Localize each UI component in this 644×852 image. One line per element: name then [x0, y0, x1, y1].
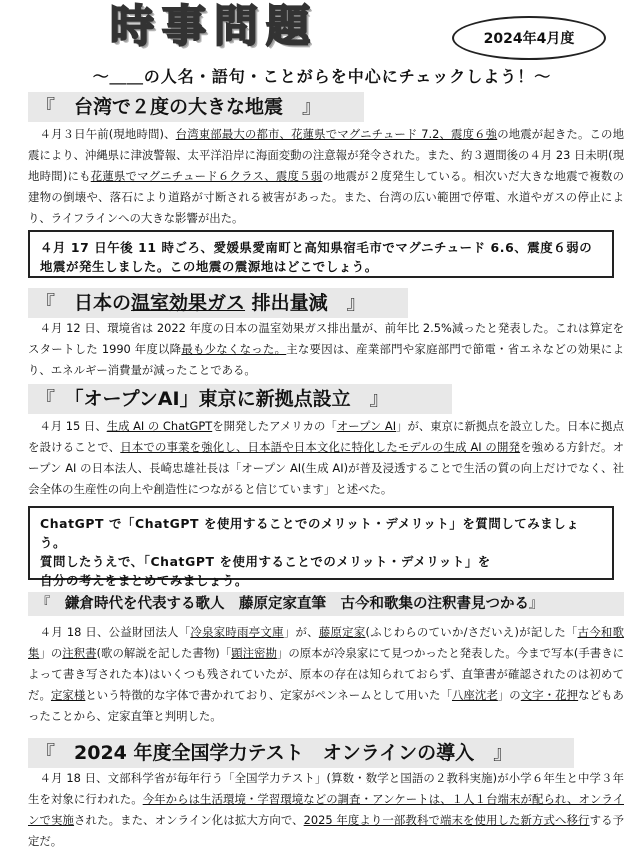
- question-line: 質問したうえで、「ChatGPT を使用することでのメリット・デメリット」を: [40, 554, 491, 569]
- masthead: [110, 2, 318, 52]
- bracket-close: 』: [529, 596, 544, 612]
- bracket-open: 『: [36, 292, 75, 314]
- section-heading-taiwan: [28, 92, 364, 122]
- body-text: ４月 15 日、: [28, 419, 107, 433]
- section-body-openai: [28, 416, 624, 500]
- section-body-gakuryoku: [28, 768, 624, 852]
- body-text: を開発したアメリカの「: [212, 419, 337, 433]
- bracket-open: 『: [36, 96, 75, 118]
- bracket-open: 『: [36, 742, 75, 764]
- body-text: された。また、オンライン化は拡大方向で、: [74, 813, 304, 827]
- heading-text-underlined: 温室効果ガス: [131, 292, 246, 314]
- underlined-term: 最も少なくなった。: [181, 342, 287, 356]
- bracket-open: 『: [36, 388, 75, 410]
- underlined-term: 注釈書: [62, 646, 97, 660]
- underlined-term: 日本での事業を強化し、日本語や日本文化に特化したモデルの生成 AI の開発: [120, 440, 521, 454]
- body-text: ４月 18 日、文部科学省が毎年行う「全国学力テスト」(算数・数学と国語の２教科実施)が小学６年生と中学３年生を対象に行われた。: [28, 771, 624, 806]
- heading-text: 鎌倉時代を代表する歌人 藤原定家直筆 古今和歌集の注釈書見つかる: [65, 596, 529, 612]
- question-box-chatgpt: [28, 506, 614, 588]
- bracket-close: 』: [283, 96, 322, 118]
- heading-text: 「オープンAI」東京に新拠点設立: [74, 388, 351, 410]
- underlined-term: 台湾東部最大の都市、花蓮県でマグニチュード 7.2、震度６強: [175, 127, 498, 141]
- section-body-teika: [28, 622, 624, 727]
- bracket-close: 』: [327, 292, 366, 314]
- body-text: (ふじわらのていか/さだいえ)が記した「: [365, 625, 578, 639]
- section-body-taiwan: [28, 124, 624, 229]
- bracket-close: 』: [350, 388, 389, 410]
- body-text: を強める方針だ。オープン AI の日本法人、長崎忠雄社長は「オープン AI(生成 AI)が普及浸透することで生活の質の向上だけでなく、社会全体の生産性の向上や創造性につながると信じています」と述べた。: [28, 440, 624, 496]
- subtitle: ～＿＿の人名・語句・ことがらを中心にチェックしよう！～: [92, 67, 552, 86]
- section-heading-greenhouse: [28, 288, 408, 318]
- bracket-close: 』: [474, 742, 513, 764]
- body-text: する予定だ。: [28, 813, 624, 848]
- section-heading-openai: [28, 384, 452, 414]
- question-line: ChatGPT で「ChatGPT を使用することでのメリット・デメリット」を質問してみましょう。: [40, 516, 580, 550]
- section-heading-gakuryoku: [28, 738, 574, 768]
- underlined-term: 2025 年度より一部教科で端末を使用した新方式へ移行: [303, 813, 590, 827]
- body-text: 」の原本が冷泉家にて見つかったと発表した。今まで写本(手書きによって書き写された本)はいくつも残されていたが、原本の存在は知られておらず、直筆書が確認されたのは初めてだ。: [28, 646, 625, 702]
- underlined-term: 今年からは生活環境・学習環境などの調査・アンケートは、１人１台端末が配られ、オンラインで実施: [28, 792, 624, 827]
- body-text: などもあったことから、定家直筆と判明した。: [28, 688, 624, 723]
- body-text: 」の: [497, 688, 521, 702]
- date-badge: 2024年4月度: [452, 16, 606, 60]
- body-text: 」の: [39, 646, 63, 660]
- heading-text-post: 排出量減: [245, 292, 328, 314]
- heading-text: 台湾で２度の大きな地震: [74, 96, 284, 118]
- underlined-term: 冷泉家時雨亭文庫: [190, 625, 284, 639]
- underlined-term: 藤原定家: [318, 625, 366, 639]
- underlined-term: 生成 AI の ChatGPT: [106, 419, 213, 433]
- body-text: という特徴的な字体で書かれており、定家がペンネームとして用いた「: [85, 688, 452, 702]
- section-body-greenhouse: [28, 318, 624, 381]
- underlined-term: オープン AI: [336, 419, 397, 433]
- body-text: (歌の解説を記した書物)「: [96, 646, 232, 660]
- heading-text: 2024 年度全国学力テスト オンラインの導入: [74, 742, 475, 764]
- underlined-term: 定家様: [50, 688, 86, 702]
- underlined-term: 古今和歌集: [28, 625, 624, 660]
- underlined-term: 花蓮県でマグニチュード６クラス、震度５弱: [90, 169, 323, 183]
- body-text: 主な要因は、産業部門や家庭部門で節電・省エネなどの効果により、エネルギー消費量が減ったことである。: [28, 342, 624, 377]
- bracket-open: 『: [36, 596, 65, 612]
- underlined-term: 八座沈老: [451, 688, 498, 702]
- question-box-earthquake: ４月 17 日午後 11 時ごろ、愛媛県愛南町と高知県宿毛市でマグニチュード 6.6、震度６弱の地震が発生しました。この地震の震源地はどこでしょう。: [28, 230, 614, 278]
- body-text: 」が、東京に新拠点を設立した。日本に拠点を設けることで、: [28, 419, 624, 454]
- section-heading-teika: [28, 592, 624, 616]
- body-text: ４月 12 日、環境省は 2022 年度の日本の温室効果ガス排出量が、前年比 2.5%減ったと発表した。これは算定をスタートした 1990 年度以降: [28, 321, 624, 356]
- masthead-title: 時事問題: [110, 1, 318, 52]
- underlined-term: 文字・花押: [520, 688, 579, 702]
- body-text: の地震が２度発生している。相次いだ大きな地震で複数の建物の倒壊や、落石により道路が寸断される被害があった。また、台湾の広い範囲で停電、水道やガスの停止により、ライフラインへの大きな影響が出た。: [28, 169, 624, 225]
- body-text: 」が、: [283, 625, 319, 639]
- body-text: ４月３日午前(現地時間)、: [28, 127, 176, 141]
- heading-text-pre: 日本の: [74, 292, 132, 314]
- body-text: の地震が起きた。この地震により、沖縄県に津波警報、太平洋沿岸に海面変動の注意報が発令された。また、約３週間後の４月 23 日未明(現地時間)にも: [28, 127, 624, 183]
- body-text: ４月 18 日、公益財団法人「: [28, 625, 191, 639]
- question-line: 自分の考えをまとめてみましょう。: [40, 573, 248, 588]
- underlined-term: 顕注密勘: [231, 646, 277, 660]
